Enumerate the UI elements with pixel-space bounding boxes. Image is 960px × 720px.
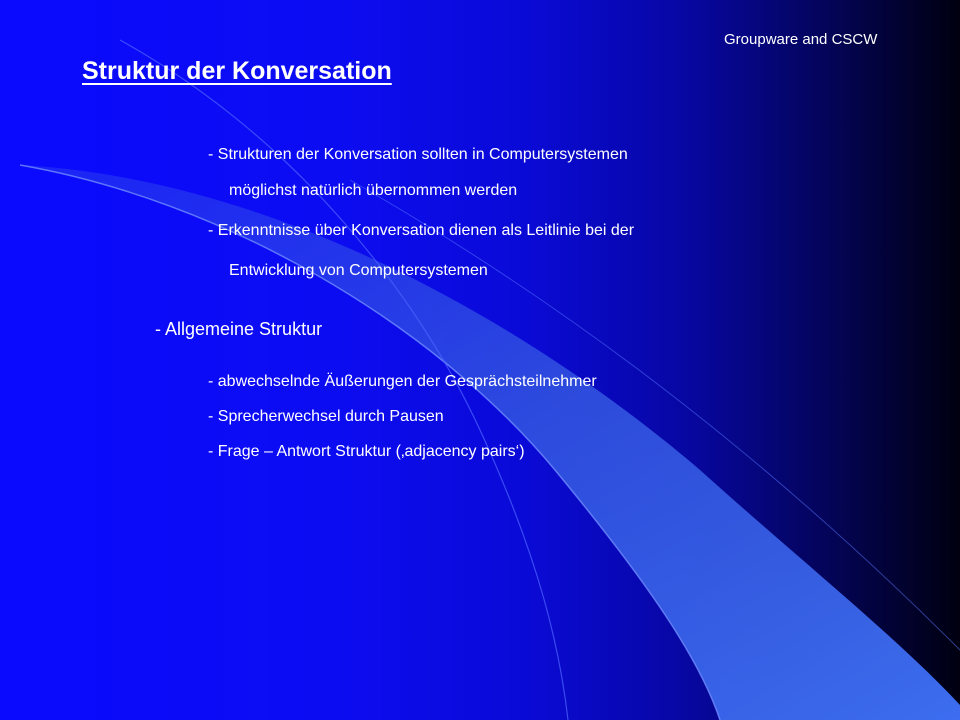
- course-label: Groupware and CSCW: [724, 31, 878, 48]
- bullet-1-line-1: - Strukturen der Konversation sollten in Computersystemen: [208, 146, 628, 163]
- section-item-2: - Sprecherwechsel durch Pausen: [208, 408, 444, 425]
- bullet-2-line-2: Entwicklung von Computersystemen: [229, 262, 488, 279]
- slide-title: Struktur der Konversation: [82, 57, 392, 85]
- section-item-1: - abwechselnde Äußerungen der Gesprächsteilnehmer: [208, 373, 597, 390]
- section-item-3: - Frage – Antwort Struktur (‚adjacency pairs‘): [208, 443, 525, 460]
- section-heading: - Allgemeine Struktur: [155, 319, 323, 339]
- bullet-2-line-1: - Erkenntnisse über Konversation dienen als Leitlinie bei der: [208, 222, 635, 239]
- bullet-1-line-2: möglichst natürlich übernommen werden: [229, 182, 518, 199]
